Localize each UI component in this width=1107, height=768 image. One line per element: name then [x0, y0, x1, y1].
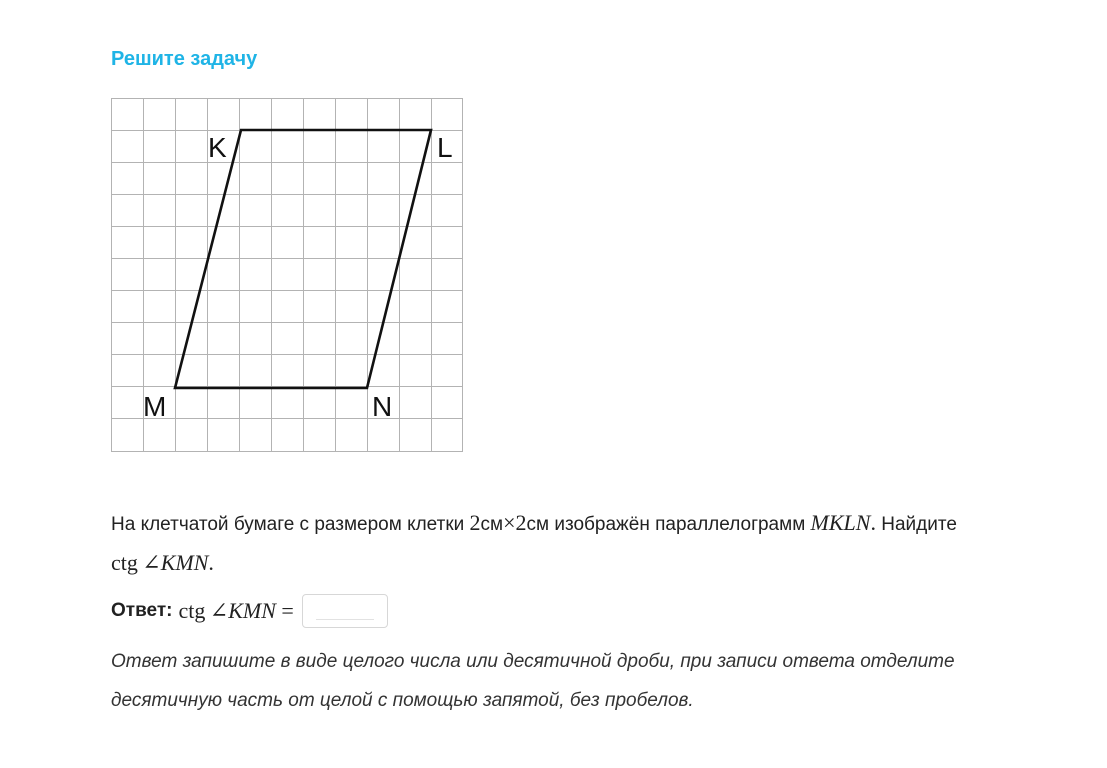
cell-size-a: 2	[469, 510, 481, 535]
problem-text-2: изображён параллелограмм	[549, 514, 811, 535]
answer-equals: =	[281, 598, 294, 623]
question-formula	[111, 550, 214, 575]
vertex-label-l: L	[437, 132, 453, 163]
answer-row	[111, 592, 388, 630]
problem-dot: .	[870, 510, 876, 535]
answer-hint: Ответ запишите в виде целого числа или десятичной дроби, при записи ответа отделите десятичную часть от целой с помощью запятой, без пробелов.	[111, 651, 955, 711]
times-sign: ×	[503, 510, 516, 535]
parallelogram-name: MKLN	[810, 510, 871, 535]
vertex-label-m: M	[143, 391, 167, 422]
cell-size-formula	[470, 510, 550, 535]
answer-input[interactable]	[302, 594, 388, 628]
cell-unit-a: см	[480, 514, 504, 535]
ctg-word: ctg	[111, 550, 138, 575]
answer-label: Ответ:	[111, 600, 173, 621]
cell-size-b: 2	[515, 510, 527, 535]
answer-field-wrap	[302, 594, 388, 628]
angle-name: KMN	[160, 550, 209, 575]
vertex-label-k: K	[208, 132, 227, 163]
cell-unit-b: см	[526, 514, 550, 535]
vertex-label-n: N	[372, 391, 393, 422]
task-heading: Решите задачу	[111, 48, 258, 70]
grid-figure	[111, 98, 463, 452]
answer-angle-name: KMN	[228, 598, 276, 623]
answer-formula	[178, 598, 293, 624]
problem-statement	[111, 504, 1041, 584]
problem-text-1: На клетчатой бумаге с размером клетки	[111, 514, 470, 535]
answer-angle-symbol: ∠	[209, 598, 229, 623]
answer-ctg: ctg	[178, 598, 206, 623]
formula-period: .	[208, 550, 214, 575]
angle-symbol: ∠	[142, 550, 161, 575]
problem-text-3: Найдите	[875, 514, 957, 535]
